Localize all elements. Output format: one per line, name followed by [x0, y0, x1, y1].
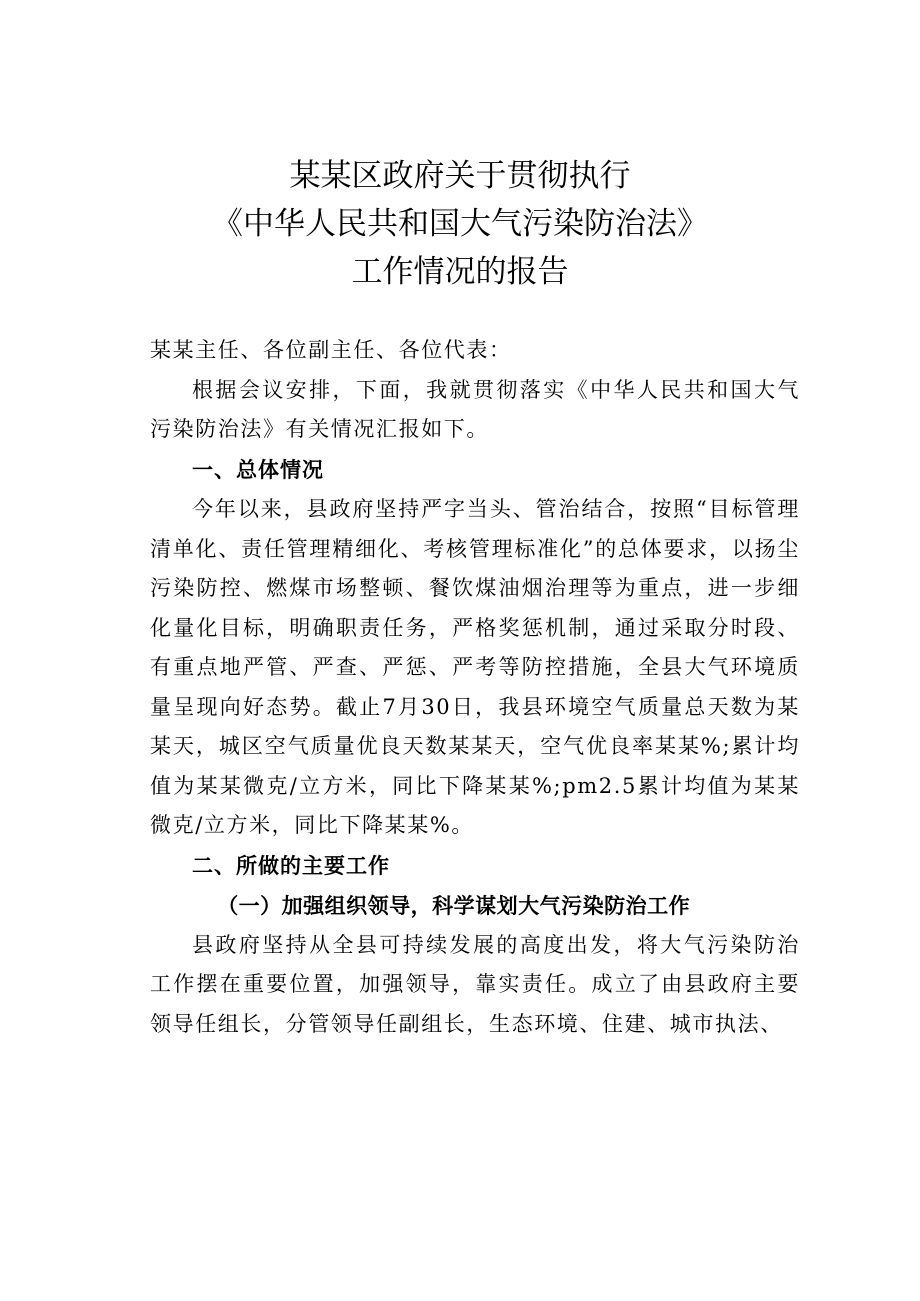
subsection-heading-organization: （一）加强组织领导，科学谋划大气污染防治工作	[217, 893, 691, 918]
intro-paragraph: 根据会议安排，下面，我就贯彻落实《中华人民共和国大气污染防治法》有关情况汇报如下。	[150, 377, 800, 441]
section-paragraph-overview: 今年以来，县政府坚持严字当头、管治结合，按照“目标管理清单化、责任管理精细化、考核管理标准化”的总体要求，以扬尘污染防控、燃煤市场整顿、餐饮煤油烟治理等为重点，进一步细化量化目标，明确职责任务，严格奖惩机制，通过采取分时段、有重点地严管、严查、严惩、严考等防控措施，全县大气环境质量呈现向好态势。截止7月30日，我县环境空气质量总天数为某某天，城区空气质量优良天数某某天，空气优良率某某%;累计均值为某某微克/立方米，同比下降某某%;pm2.5累计均值为某某微克/立方米，同比下降某某%。	[150, 497, 800, 837]
title-line-3: 工作情况的报告	[351, 254, 569, 290]
title-line-2: 《中华人民共和国大气污染防治法》	[212, 206, 708, 242]
title-line-1: 某某区政府关于贯彻执行	[289, 158, 631, 194]
document-body	[150, 331, 800, 1044]
section-heading-overview: 一、总体情况	[192, 457, 324, 482]
section-heading-main-work: 二、所做的主要工作	[192, 853, 390, 878]
salutation: 某某主任、各位副主任、各位代表：	[150, 338, 512, 362]
section-paragraph-organization: 县政府坚持从全县可持续发展的高度出发，将大气污染防治工作摆在重要位置，加强领导，靠实责任。成立了由县政府主要领导任组长，分管领导任副组长，生态环境、住建、城市执法、	[150, 932, 800, 1036]
document-title	[0, 152, 920, 296]
